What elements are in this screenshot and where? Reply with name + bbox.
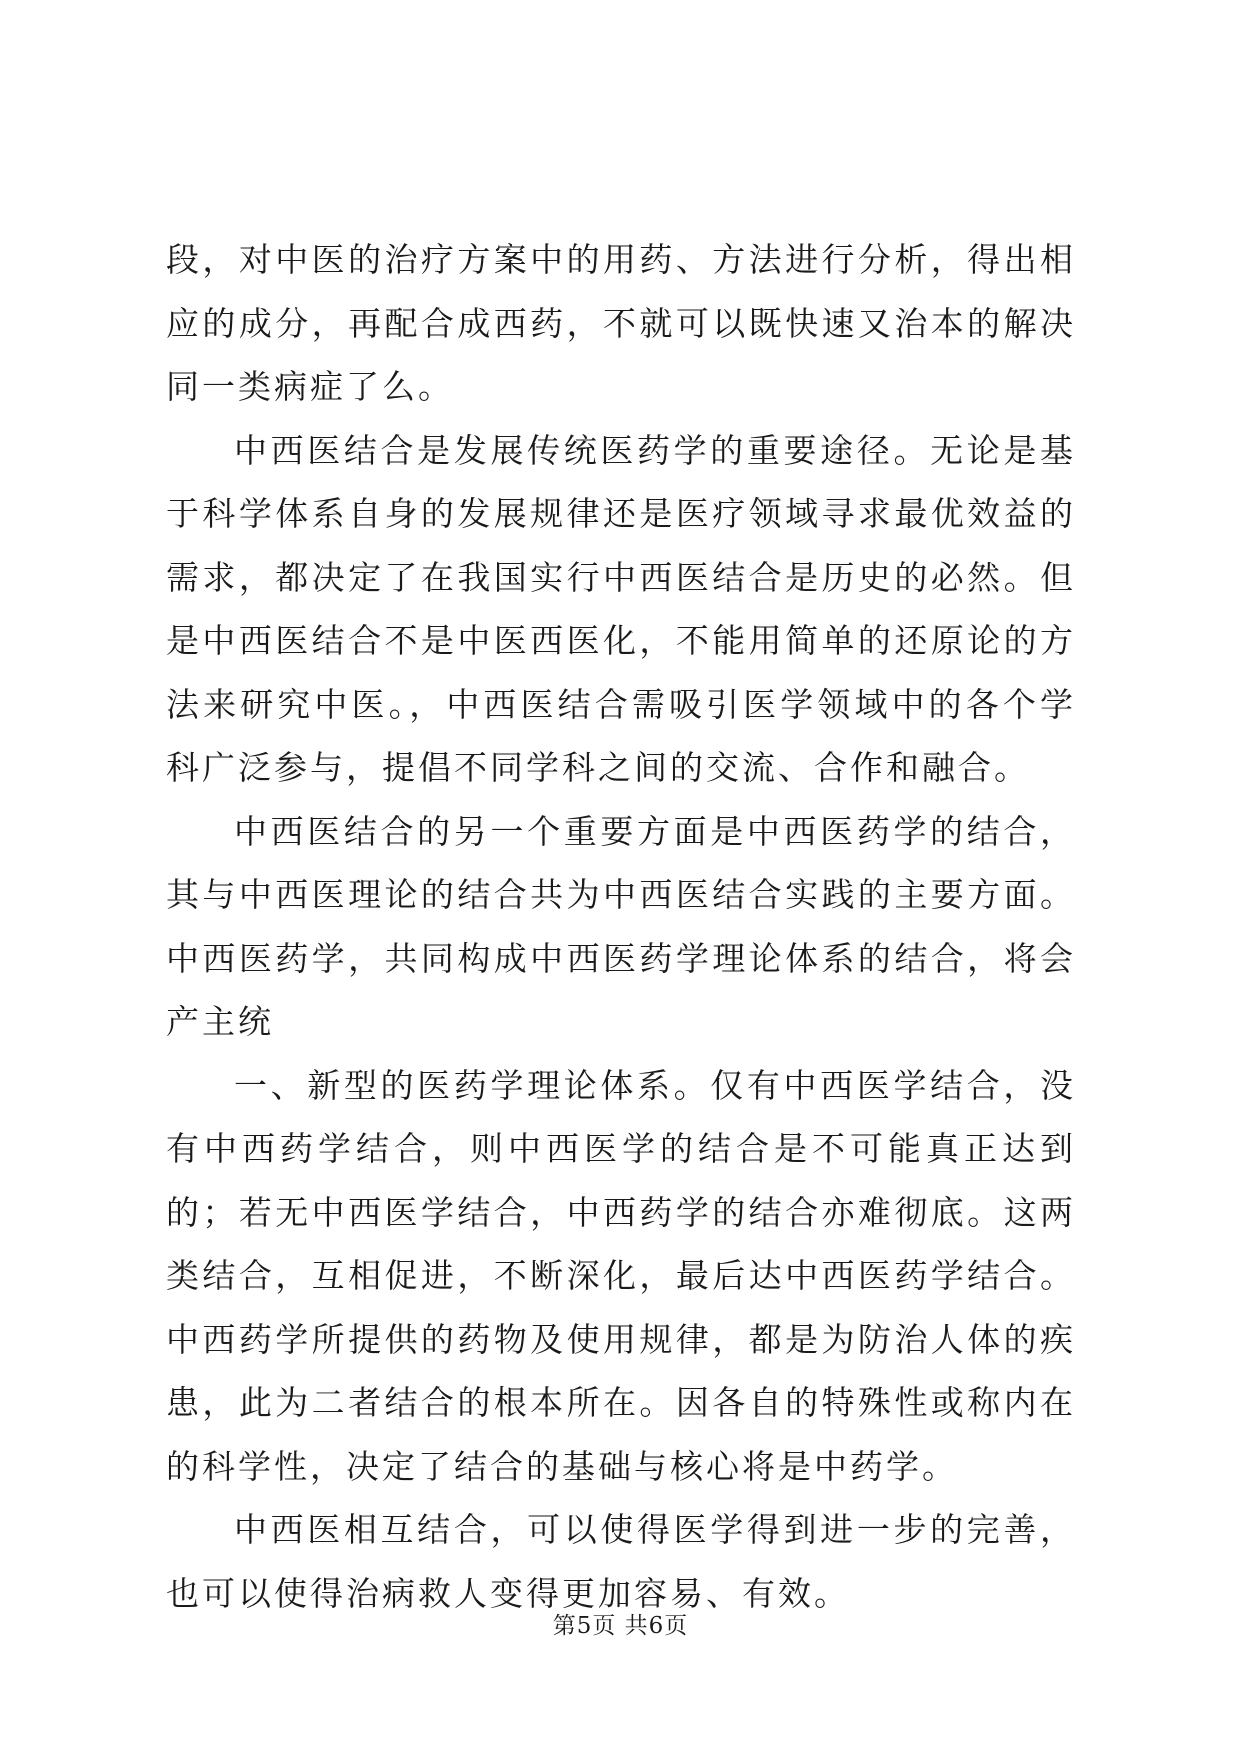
document-body [166,228,1076,1625]
paragraph-5: 中西医相互结合，可以使得医学得到进一步的完善，也可以使得治病救人变得更加容易、有效。 [166,1510,1076,1613]
page-number-footer: 第5页 共6页 [552,1613,689,1639]
paragraph-1: 段，对中医的治疗方案中的用药、方法进行分析，得出相应的成分，再配合成西药，不就可以既快速又治本的解决同一类病症了么。 [166,240,1076,406]
paragraph-4: 一、新型的医药学理论体系。仅有中西医学结合，没有中西药学结合，则中西医学的结合是不可能真正达到的；若无中西医学结合，中西药学的结合亦难彻底。这两类结合，互相促进，不断深化，最后达中西医药学结合。中西药学所提供的药物及使用规律，都是为防治人体的疾患，此为二者结合的根本所在。因各自的特殊性或称内在的科学性，决定了结合的基础与核心将是中药学。 [166,1065,1076,1486]
paragraph-3: 中西医结合的另一个重要方面是中西医药学的结合，其与中西医理论的结合共为中西医结合实践的主要方面。中西医药学，共同构成中西医药学理论体系的结合，将会产主统 [166,811,1076,1041]
paragraph-2: 中西医结合是发展传统医药学的重要途径。无论是基于科学体系自身的发展规律还是医疗领域寻求最优效益的需求，都决定了在我国实行中西医结合是历史的必然。但是中西医结合不是中医西医化，不能用简单的还原论的方法来研究中医。，中西医结合需吸引医学领域中的各个学科广泛参与，提倡不同学科之间的交流、合作和融合。 [166,430,1076,787]
